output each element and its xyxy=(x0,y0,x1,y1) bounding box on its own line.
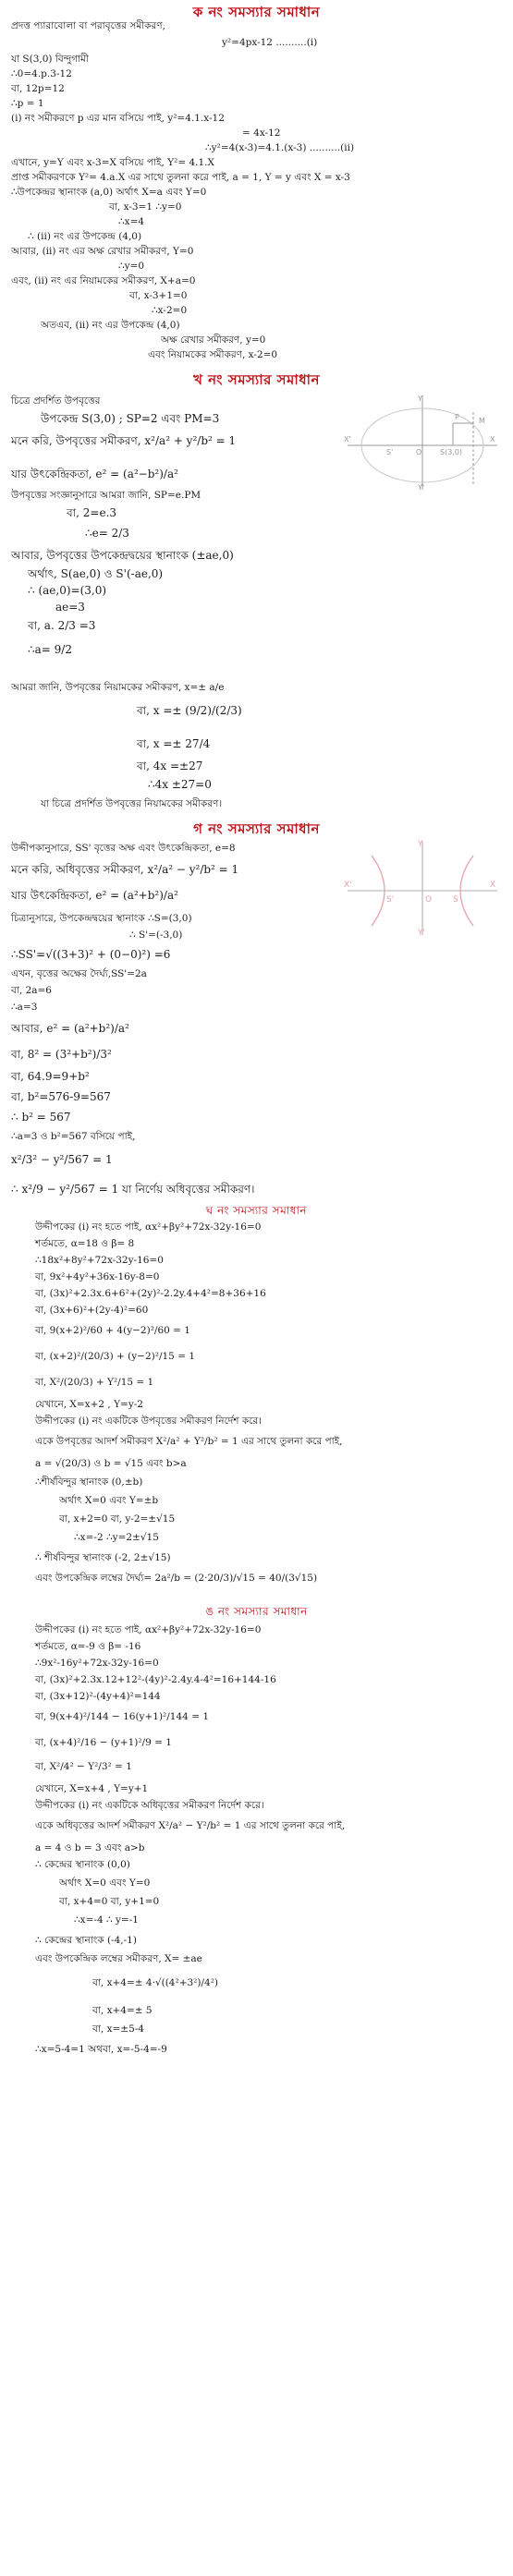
text-line: বা, (3x+12)²-(4y+4)²=144 xyxy=(35,1691,161,1702)
text-line: a = 4 ও b = 3 এবং a>b xyxy=(35,1842,145,1853)
figure-label: S(3,0) xyxy=(440,448,463,456)
equation-line: y²=4px-12 ..........(i) xyxy=(222,37,318,48)
equation-line: বা, X²/4² − Y²/3² = 1 xyxy=(35,1761,132,1772)
equation-line: বা, (x+4)²/16 − (y+1)²/9 = 1 xyxy=(35,1737,172,1748)
text-line: উদ্দীপকের (i) নং একটিকে অধিবৃত্তের সমীকরণ নির্দেশ করে। xyxy=(35,1800,264,1811)
text-line: বা, (3x)²+2.3x.12+12²-(4y)²-2.4y.4-4²=16+144-16 xyxy=(35,1674,276,1685)
text-line: ∴a=3 xyxy=(11,1002,38,1013)
text-line: ∴4x ±27=0 xyxy=(148,778,212,791)
text-line: ∴শীর্ষবিন্দুর স্থানাংক (0,±b) xyxy=(35,1476,143,1488)
figure-label: Y' xyxy=(418,483,425,492)
equation-line: এবং উপকেন্দ্রিক লম্বের দৈর্ঘ্য= 2a²/b = (2·20/3)/√15 = 40/(3√15) xyxy=(35,1573,318,1584)
text-line: ∴p = 1 xyxy=(11,98,44,109)
text-line: ∴x=4 xyxy=(118,216,145,227)
figure-label: S' xyxy=(386,448,394,456)
text-line: ∴x=-2 ∴y=2±√15 xyxy=(74,1532,159,1543)
equation-line: a = √(20/3) ও b = √15 এবং b>a xyxy=(35,1458,187,1469)
text-line: ∴ (ae,0)=(3,0) xyxy=(28,584,107,597)
equation-line: ∴ x²/9 − y²/567 = 1 যা নির্ণেয় অধিবৃত্তের সমীকরণ। xyxy=(11,1183,255,1196)
equation-line: বা, 8² = (3²+b²)/3² xyxy=(11,1048,112,1061)
equation-line: বা, 9(x+4)²/144 − 16(y+1)²/144 = 1 xyxy=(35,1711,210,1722)
text-line: এবং নিয়ামকের সমীকরণ, x-2=0 xyxy=(148,349,278,360)
text-line: বা, 4x =±27 xyxy=(137,759,203,772)
section-heading: ঙ নং সমস্যার সমাধান xyxy=(205,1605,308,1618)
text-line: অর্থাৎ X=0 এবং Y=0 xyxy=(59,1877,151,1889)
figure-label: Y xyxy=(418,840,423,849)
equation-line: বা, X²/(20/3) + Y²/15 = 1 xyxy=(35,1377,154,1388)
ellipse-figure xyxy=(344,392,501,493)
figure-label: S xyxy=(453,895,458,905)
section-kha xyxy=(0,368,513,393)
equation-line: বা, 9(x+2)²/60 + 4(y−2)²/60 = 1 xyxy=(35,1325,190,1336)
text-line: বা, 2=e.3 xyxy=(67,506,117,519)
text-line: আবার, (ii) নং এর অক্ষ রেখার সমীকরণ, Y=0 xyxy=(11,246,194,257)
text-line: ∴ S'=(-3,0) xyxy=(129,930,183,941)
text-line: ∴9x²-16y²+72x-32y-16=0 xyxy=(35,1658,159,1669)
text-line: ∴a=3 ও b²=567 বসিয়ে পাই, xyxy=(11,1131,136,1142)
text-line: আবার, উপবৃত্তের উপকেন্দ্রদ্বয়ের স্থানাংক (±ae,0) xyxy=(11,549,234,562)
text-line: বা, x+4=± 5 xyxy=(92,2005,153,2016)
figure-label: P xyxy=(455,413,459,421)
text-line: শর্তমতে, α=18 ও β= 8 xyxy=(35,1238,135,1249)
text-line: বা, 12p=12 xyxy=(11,83,65,94)
text-line: উদ্দীপকানুসারে, SS' বৃত্তের অক্ষ এবং উৎকেন্দ্রিকতা, e=8 xyxy=(11,843,236,854)
text-line: যা চিত্রে প্রদর্শিত উপবৃত্তের নিয়ামকের সমীকরণ। xyxy=(41,798,223,809)
text-line: ae=3 xyxy=(55,601,85,614)
figure-label: S' xyxy=(386,895,395,905)
section-heading: গ নং সমস্যার সমাধান xyxy=(193,820,320,837)
text-line: ∴18x²+8y²+72x-32y-16=0 xyxy=(35,1255,164,1266)
figure-label: O xyxy=(416,448,422,456)
equation-line: বা, (x+2)²/(20/3) + (y−2)²/15 = 1 xyxy=(35,1351,196,1362)
figure-label: M xyxy=(479,417,485,425)
figure-label: Y xyxy=(418,395,422,403)
equation-line: বা, x+4=± 4·√((4²+3²)/4²) xyxy=(92,1977,218,1988)
text-line: প্রদত্ত প্যারাবোলা বা পরাবৃত্তের সমীকরণ, xyxy=(11,20,165,31)
text-line: ∴x-2=0 xyxy=(152,305,188,316)
equation-line: যার উৎকেন্দ্রিকতা, e² = (a²−b²)/a² xyxy=(11,468,178,480)
text-line: অক্ষ রেখার সমীকরণ, y=0 xyxy=(161,334,266,346)
text-line: বা, 9x²+4y²+36x-16y-8=0 xyxy=(35,1271,160,1282)
figure-label: X xyxy=(490,435,495,444)
text-line: চিত্রানুসারে, উপকেন্দ্রদ্বয়ের স্থানাংক ∴S=(3,0) xyxy=(11,913,192,924)
text-line: বা, x-3+1=0 xyxy=(129,290,188,301)
text-line: বা, x =± 27/4 xyxy=(137,737,211,750)
text-line: ∴0=4.p.3-12 xyxy=(11,68,72,79)
text-line: এবং উপকেন্দ্রিক লম্বের সমীকরণ, X= ±ae xyxy=(35,1953,202,1964)
text-line: ∴e= 2/3 xyxy=(85,527,129,540)
figure-label: X' xyxy=(344,881,352,890)
section-heading: ঘ নং সমস্যার সমাধান xyxy=(205,1204,308,1217)
equation-line: মনে করি, অধিবৃত্তের সমীকরণ, x²/a² − y²/b² = 1 xyxy=(11,863,239,876)
text-line: আমরা জানি, উপবৃত্তের নিয়ামকের সমীকরণ, x=± a/e xyxy=(11,682,225,693)
text-line: ∴x=-4 ∴ y=-1 xyxy=(74,1914,139,1926)
text-line: যা S(3,0) বিন্দুগামী xyxy=(11,54,89,65)
text-line: উপকেন্দ্র S(3,0) ; SP=2 এবং PM=3 xyxy=(41,412,220,425)
text-line: যেখানে, X=x+4 , Y=y+1 xyxy=(35,1783,149,1794)
text-line: যেখানে, X=x+2 , Y=y-2 xyxy=(35,1399,143,1410)
equation-line: বা, 64.9=9+b² xyxy=(11,1070,90,1083)
text-line: শর্তমতে, α=-9 ও β= -16 xyxy=(35,1641,141,1652)
text-line: অর্থাৎ, S(ae,0) ও S'(-ae,0) xyxy=(28,567,164,580)
text-line: প্রাপ্ত সমীকরণকে Y²= 4.a.X এর সাথে তুলনা করে পাই, a = 1, Y = y এবং X = x-3 xyxy=(11,172,350,183)
text-line: উপবৃত্তের সংজ্ঞানুসারে আমরা জানি, SP=e.PM xyxy=(11,490,202,501)
text-line: একে উপবৃত্তের আদর্শ সমীকরণ X²/a² + Y²/b² = 1 এর সাথে তুলনা করে পাই, xyxy=(35,1436,343,1447)
text-line: ∴ কেন্দ্রের স্থানাংক (0,0) xyxy=(35,1859,130,1870)
equation-line: ∴ b² = 567 xyxy=(11,1111,71,1124)
text-line: ∴উপকেন্দ্রর স্থানাংক (a,0) অর্থাৎ X=a এবং Y=0 xyxy=(11,187,207,198)
figure-label: X' xyxy=(344,435,351,444)
text-line: বা, x+2=0 বা, y-2=±√15 xyxy=(59,1513,176,1525)
text-line: বা, x =± (9/2)/(2/3) xyxy=(137,704,242,717)
text-line: ∴ কেন্দ্রের স্থানাংক (-4,-1) xyxy=(35,1935,137,1946)
equation-line: ∴SS'=√((3+3)² + (0−0)²) =6 xyxy=(11,948,171,961)
hyperbola-figure xyxy=(344,837,501,939)
text-line: উদ্দীপকের (i) নং একটিকে উপবৃত্তের সমীকরণ নির্দেশ করে। xyxy=(35,1416,262,1427)
text-line: এখানে, y=Y এবং x-3=X বসিয়ে পাই, Y²= 4.1.X xyxy=(11,157,214,168)
figure-label: X xyxy=(490,881,496,890)
figure-label: O xyxy=(425,895,433,905)
text-line: বা, (3x)²+2.3x.6+6²+(2y)²-2.2y.4+4²=8+36+16 xyxy=(35,1288,266,1299)
text-line: ∴y²=4(x-3)=4.1.(x-3) ..........(ii) xyxy=(205,142,355,153)
equation-line: মনে করি, উপবৃত্তের সমীকরণ, x²/a² + y²/b² = 1 xyxy=(11,434,237,447)
section-umo xyxy=(0,1602,513,1622)
text-line: চিত্রে প্রদর্শিত উপবৃত্তের xyxy=(11,395,101,407)
text-line: বা, 2a=6 xyxy=(11,985,52,996)
text-line: এখন, বৃত্তের অক্ষের দৈর্ঘ্য,SS'=2a xyxy=(11,968,147,979)
text-line: ∴ (ii) নং এর উপকেন্দ্র (4,0) xyxy=(28,231,142,242)
text-line: ∴x=5-4=1 অথবা, x=-5-4=-9 xyxy=(35,2044,167,2055)
text-line: = 4x-12 xyxy=(242,128,281,139)
equation-line: x²/3² − y²/567 = 1 xyxy=(11,1153,113,1166)
equation-line: বা, b²=576-9=567 xyxy=(11,1090,111,1103)
equation-line: যার উৎকেন্দ্রিকতা, e² = (a²+b²)/a² xyxy=(11,889,178,902)
section-heading: খ নং সমস্যার সমাধান xyxy=(193,371,320,388)
text-line: বা, x-3=1 ∴y=0 xyxy=(109,201,182,213)
text-line: বা, (3x+6)²+(2y-4)²=60 xyxy=(35,1305,149,1316)
text-line: অর্থাৎ X=0 এবং Y=±b xyxy=(59,1495,159,1506)
text-line: ∴ শীর্ষবিন্দুর স্থানাংক (-2, 2±√15) xyxy=(35,1552,171,1563)
text-line: (i) নং সমীকরণে p এর মান বসিয়ে পাই, y²=4.1.x-12 xyxy=(11,113,225,124)
text-line: বা, a. 2/3 =3 xyxy=(28,619,96,632)
text-line: ∴y=0 xyxy=(118,261,145,272)
text-line: উদ্দীপকের (i) নং হতে পাই, αx²+βy²+72x-32y-16=0 xyxy=(35,1221,262,1233)
section-heading: ক নং সমস্যার সমাধান xyxy=(192,4,321,20)
text-line: বা, x=±5-4 xyxy=(92,2023,144,2035)
figure-label: Y' xyxy=(418,929,425,938)
text-line: এবং, (ii) নং এর নিয়ামকের সমীকরণ, X+a=0 xyxy=(11,275,196,286)
section-gha xyxy=(0,1201,513,1221)
text-line: বা, x+4=0 বা, y+1=0 xyxy=(59,1896,160,1907)
text-line: উদ্দীপকের (i) নং হতে পাই, αx²+βy²+72x-32y-16=0 xyxy=(35,1624,262,1635)
text-line: অতএব, (ii) নং এর উপকেন্দ্র (4,0) xyxy=(41,320,180,331)
equation-line: আবার, e² = (a²+b²)/a² xyxy=(11,1022,129,1035)
text-line: ∴a= 9/2 xyxy=(28,643,72,656)
text-line: একে অধিবৃত্তের আদর্শ সমীকরণ X²/a² − Y²/b² = 1 এর সাথে তুলনা করে পাই, xyxy=(35,1820,346,1831)
